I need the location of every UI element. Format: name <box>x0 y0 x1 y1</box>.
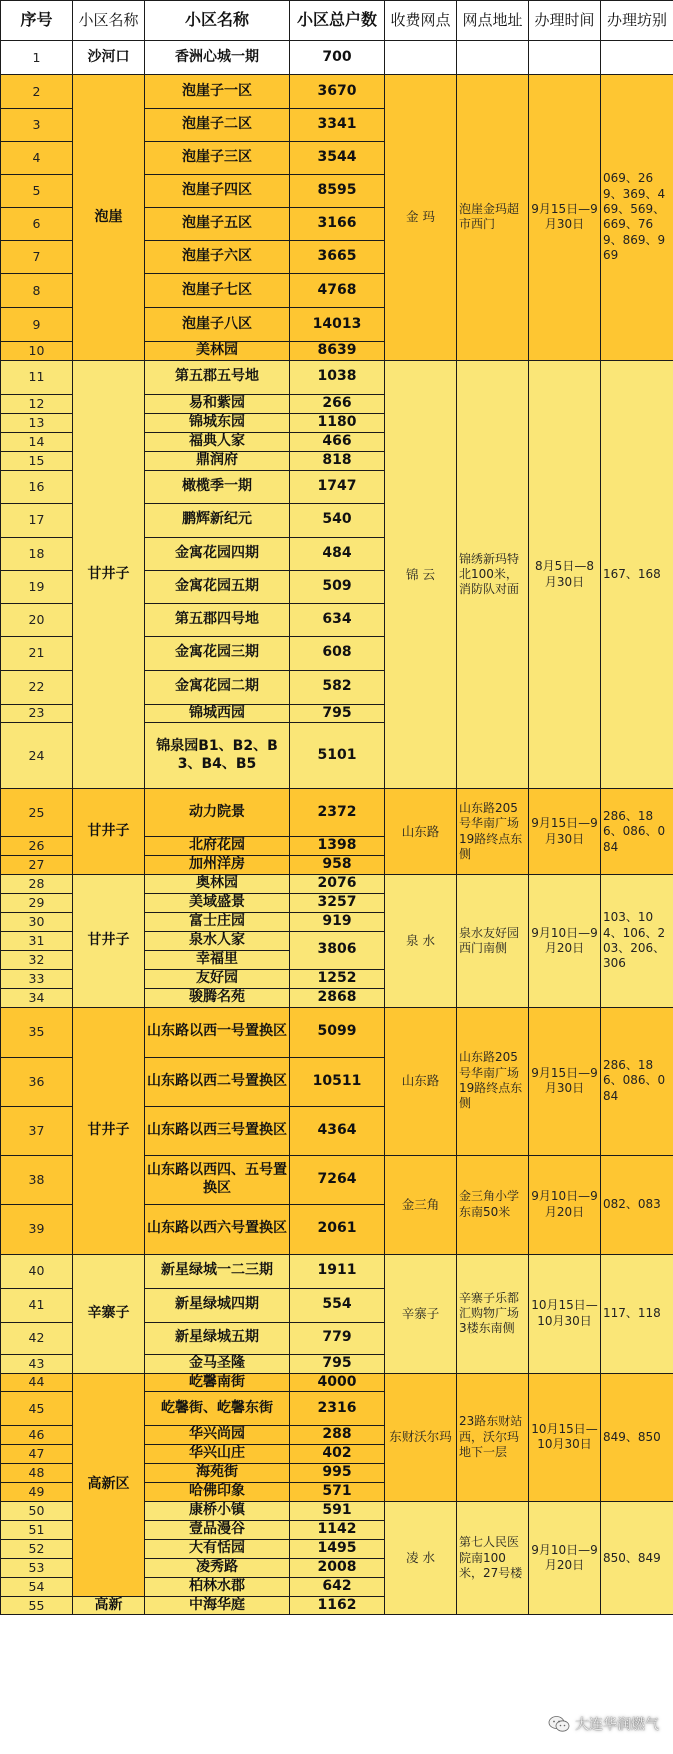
area-cell: 甘井子 <box>73 360 145 789</box>
community-name: 山东路以西三号置换区 <box>145 1106 290 1155</box>
household-count: 4000 <box>290 1373 385 1392</box>
household-count: 3544 <box>290 142 385 175</box>
outlet-cell: 金 玛 <box>385 75 457 361</box>
community-name: 泡崖子一区 <box>145 75 290 109</box>
col-header-time: 办理时间 <box>529 1 601 41</box>
row-number: 41 <box>1 1288 73 1322</box>
community-name: 泉水人家 <box>145 931 290 950</box>
community-name: 第五郡五号地 <box>145 360 290 394</box>
row-number: 10 <box>1 342 73 361</box>
table-row <box>1 875 673 894</box>
row-number: 54 <box>1 1577 73 1596</box>
outlet-cell: 山东路 <box>385 789 457 875</box>
blocks-cell: 103、104、106、203、206、306 <box>601 875 673 1007</box>
household-count: 7264 <box>290 1155 385 1204</box>
row-number: 38 <box>1 1155 73 1204</box>
outlet-cell: 辛寨子 <box>385 1254 457 1373</box>
community-name: 凌秀路 <box>145 1558 290 1577</box>
household-count: 3166 <box>290 208 385 241</box>
community-name: 康桥小镇 <box>145 1502 290 1521</box>
community-name: 福典人家 <box>145 432 290 451</box>
row-number: 14 <box>1 432 73 451</box>
household-count: 919 <box>290 913 385 932</box>
row-number: 55 <box>1 1596 73 1615</box>
community-name: 金寓花园二期 <box>145 670 290 704</box>
community-name: 泡崖子八区 <box>145 308 290 342</box>
row-number: 44 <box>1 1373 73 1392</box>
time-cell: 9月10日—9月20日 <box>529 1155 601 1254</box>
blocks-cell: 117、118 <box>601 1254 673 1373</box>
community-name: 动力院景 <box>145 789 290 837</box>
table-row <box>1 41 673 75</box>
area-cell: 沙河口 <box>73 41 145 75</box>
household-count: 1252 <box>290 969 385 988</box>
household-count: 582 <box>290 670 385 704</box>
household-count: 958 <box>290 856 385 875</box>
household-count: 2061 <box>290 1204 385 1254</box>
household-count: 10511 <box>290 1057 385 1106</box>
community-name: 哈佛印象 <box>145 1483 290 1502</box>
row-number: 11 <box>1 360 73 394</box>
household-count: 484 <box>290 537 385 570</box>
household-count: 4364 <box>290 1106 385 1155</box>
row-number: 29 <box>1 894 73 913</box>
row-number: 45 <box>1 1392 73 1426</box>
col-header-area: 小区名称 <box>73 1 145 41</box>
community-name: 大有恬园 <box>145 1539 290 1558</box>
blocks-cell: 082、083 <box>601 1155 673 1254</box>
time-cell: 10月15日—10月30日 <box>529 1373 601 1502</box>
col-header-community: 小区名称 <box>145 1 290 41</box>
row-number: 17 <box>1 503 73 537</box>
blocks-cell: 286、186、086、084 <box>601 1007 673 1155</box>
row-number: 40 <box>1 1254 73 1288</box>
row-number: 15 <box>1 451 73 470</box>
time-cell: 9月15日—9月30日 <box>529 75 601 361</box>
empty-cell <box>457 41 529 75</box>
community-name: 壹品漫谷 <box>145 1520 290 1539</box>
community-name: 泡崖子二区 <box>145 109 290 142</box>
household-count: 554 <box>290 1288 385 1322</box>
row-number: 47 <box>1 1445 73 1464</box>
table-row <box>1 75 673 109</box>
row-number: 31 <box>1 931 73 950</box>
household-count: 818 <box>290 451 385 470</box>
row-number: 24 <box>1 723 73 789</box>
household-count: 266 <box>290 394 385 413</box>
community-name: 加州洋房 <box>145 856 290 875</box>
community-name: 第五郡四号地 <box>145 603 290 636</box>
community-name: 奥林园 <box>145 875 290 894</box>
community-name: 富士庄园 <box>145 913 290 932</box>
row-number: 34 <box>1 988 73 1007</box>
table-row <box>1 1373 673 1392</box>
household-count: 8639 <box>290 342 385 361</box>
area-cell: 高新 <box>73 1596 145 1615</box>
household-count: 1911 <box>290 1254 385 1288</box>
community-name: 华兴尚园 <box>145 1426 290 1445</box>
row-number: 33 <box>1 969 73 988</box>
outlet-cell: 锦 云 <box>385 360 457 789</box>
area-cell: 甘井子 <box>73 789 145 875</box>
row-number: 3 <box>1 109 73 142</box>
household-count: 4768 <box>290 274 385 308</box>
row-number: 37 <box>1 1106 73 1155</box>
address-cell: 山东路205号华南广场19路终点东侧 <box>457 1007 529 1155</box>
blocks-cell: 849、850 <box>601 1373 673 1502</box>
community-name: 山东路以西二号置换区 <box>145 1057 290 1106</box>
row-number: 4 <box>1 142 73 175</box>
watermark <box>548 1714 659 1734</box>
blocks-cell: 167、168 <box>601 360 673 789</box>
household-count: 540 <box>290 503 385 537</box>
col-header-households: 小区总户数 <box>290 1 385 41</box>
row-number: 8 <box>1 274 73 308</box>
household-count: 1398 <box>290 837 385 856</box>
time-cell: 9月15日—9月30日 <box>529 789 601 875</box>
community-name: 骏腾名苑 <box>145 988 290 1007</box>
row-number: 16 <box>1 470 73 503</box>
outlet-cell: 泉 水 <box>385 875 457 1007</box>
household-count: 634 <box>290 603 385 636</box>
community-name: 新星绿城一二三期 <box>145 1254 290 1288</box>
household-count: 8595 <box>290 175 385 208</box>
row-number: 1 <box>1 41 73 75</box>
community-name: 锦泉园B1、B2、B3、B4、B5 <box>145 723 290 789</box>
empty-cell <box>529 41 601 75</box>
community-name: 北府花园 <box>145 837 290 856</box>
time-cell: 8月5日—8月30日 <box>529 360 601 789</box>
row-number: 20 <box>1 603 73 636</box>
community-name: 美林园 <box>145 342 290 361</box>
address-cell: 金三角小学东南50米 <box>457 1155 529 1254</box>
row-number: 28 <box>1 875 73 894</box>
community-name: 柏林水郡 <box>145 1577 290 1596</box>
household-count: 402 <box>290 1445 385 1464</box>
blocks-cell: 069、269、369、469、569、669、769、869、969 <box>601 75 673 361</box>
community-name: 泡崖子五区 <box>145 208 290 241</box>
row-number: 39 <box>1 1204 73 1254</box>
community-name: 海苑街 <box>145 1464 290 1483</box>
address-cell: 山东路205号华南广场19路终点东侧 <box>457 789 529 875</box>
row-number: 7 <box>1 241 73 274</box>
row-number: 5 <box>1 175 73 208</box>
row-number: 50 <box>1 1502 73 1521</box>
row-number: 6 <box>1 208 73 241</box>
household-count: 779 <box>290 1322 385 1354</box>
table-row <box>1 1254 673 1288</box>
household-count: 1142 <box>290 1520 385 1539</box>
household-count: 608 <box>290 636 385 670</box>
row-number: 30 <box>1 913 73 932</box>
row-number: 42 <box>1 1322 73 1354</box>
community-name: 屹馨街、屹馨东街 <box>145 1392 290 1426</box>
outlet-cell: 凌 水 <box>385 1502 457 1615</box>
area-cell: 辛寨子 <box>73 1254 145 1373</box>
household-count: 509 <box>290 570 385 603</box>
household-count: 700 <box>290 41 385 75</box>
blocks-cell: 286、186、086、084 <box>601 789 673 875</box>
row-number: 18 <box>1 537 73 570</box>
row-number: 12 <box>1 394 73 413</box>
address-cell: 锦绣新玛特北100米，消防队对面 <box>457 360 529 789</box>
community-name: 鼎润府 <box>145 451 290 470</box>
community-name: 美域盛景 <box>145 894 290 913</box>
community-name: 友好园 <box>145 969 290 988</box>
row-number: 23 <box>1 704 73 723</box>
row-number: 22 <box>1 670 73 704</box>
community-name: 锦城东园 <box>145 413 290 432</box>
row-number: 36 <box>1 1057 73 1106</box>
community-name: 金寓花园五期 <box>145 570 290 603</box>
community-name: 新星绿城四期 <box>145 1288 290 1322</box>
wechat-icon <box>548 1715 570 1733</box>
time-cell: 10月15日—10月30日 <box>529 1254 601 1373</box>
table-row <box>1 1007 673 1057</box>
row-number: 53 <box>1 1558 73 1577</box>
household-count: 1495 <box>290 1539 385 1558</box>
household-count: 2008 <box>290 1558 385 1577</box>
area-cell: 甘井子 <box>73 1007 145 1254</box>
household-count: 1038 <box>290 360 385 394</box>
address-cell: 辛寨子乐都汇购物广场3楼东南侧 <box>457 1254 529 1373</box>
col-header-blocks: 办理坊别 <box>601 1 673 41</box>
household-count: 3257 <box>290 894 385 913</box>
community-name: 幸福里 <box>145 950 290 969</box>
time-cell: 9月10日—9月20日 <box>529 1502 601 1615</box>
outlet-cell: 东财沃尔玛 <box>385 1373 457 1502</box>
household-count: 2316 <box>290 1392 385 1426</box>
row-number: 21 <box>1 636 73 670</box>
household-count: 795 <box>290 704 385 723</box>
blocks-cell: 850、849 <box>601 1502 673 1615</box>
row-number: 13 <box>1 413 73 432</box>
community-name: 锦城西园 <box>145 704 290 723</box>
col-header-address: 网点地址 <box>457 1 529 41</box>
community-name: 山东路以西四、五号置换区 <box>145 1155 290 1204</box>
community-name: 易和紫园 <box>145 394 290 413</box>
time-cell: 9月10日—9月20日 <box>529 875 601 1007</box>
community-name: 山东路以西一号置换区 <box>145 1007 290 1057</box>
household-count: 14013 <box>290 308 385 342</box>
row-number: 35 <box>1 1007 73 1057</box>
household-count: 2868 <box>290 988 385 1007</box>
community-name: 泡崖子七区 <box>145 274 290 308</box>
household-count: 5101 <box>290 723 385 789</box>
outlet-cell: 金三角 <box>385 1155 457 1254</box>
row-number: 48 <box>1 1464 73 1483</box>
col-header-outlet: 收费网点 <box>385 1 457 41</box>
community-name: 华兴山庄 <box>145 1445 290 1464</box>
household-count: 571 <box>290 1483 385 1502</box>
empty-cell <box>385 41 457 75</box>
household-count: 3670 <box>290 75 385 109</box>
community-name: 屹馨南街 <box>145 1373 290 1392</box>
community-name: 新星绿城五期 <box>145 1322 290 1354</box>
area-cell: 泡崖 <box>73 75 145 361</box>
household-count: 466 <box>290 432 385 451</box>
row-number: 9 <box>1 308 73 342</box>
community-name: 中海华庭 <box>145 1596 290 1615</box>
time-cell: 9月15日—9月30日 <box>529 1007 601 1155</box>
row-number: 26 <box>1 837 73 856</box>
table-row <box>1 789 673 837</box>
household-count: 3806 <box>290 931 385 969</box>
community-name: 金马圣隆 <box>145 1354 290 1373</box>
area-cell: 高新区 <box>73 1373 145 1596</box>
row-number: 51 <box>1 1520 73 1539</box>
community-name: 泡崖子四区 <box>145 175 290 208</box>
community-name: 橄榄季一期 <box>145 470 290 503</box>
address-cell: 23路东财站西，沃尔玛地下一层 <box>457 1373 529 1502</box>
row-number: 2 <box>1 75 73 109</box>
household-count: 1162 <box>290 1596 385 1615</box>
community-name: 山东路以西六号置换区 <box>145 1204 290 1254</box>
header-row <box>1 1 673 41</box>
household-count: 1180 <box>290 413 385 432</box>
community-name: 金寓花园三期 <box>145 636 290 670</box>
community-name: 泡崖子六区 <box>145 241 290 274</box>
watermark-text: 大连华润燃气 <box>575 1717 659 1733</box>
address-cell: 泡崖金玛超市西门 <box>457 75 529 361</box>
community-name: 金寓花园四期 <box>145 537 290 570</box>
community-name: 鹏辉新纪元 <box>145 503 290 537</box>
household-count: 288 <box>290 1426 385 1445</box>
row-number: 19 <box>1 570 73 603</box>
empty-cell <box>601 41 673 75</box>
household-count: 591 <box>290 1502 385 1521</box>
household-count: 995 <box>290 1464 385 1483</box>
row-number: 25 <box>1 789 73 837</box>
address-cell: 泉水友好园西门南侧 <box>457 875 529 1007</box>
household-count: 2076 <box>290 875 385 894</box>
community-name: 泡崖子三区 <box>145 142 290 175</box>
table-row <box>1 360 673 394</box>
household-count: 642 <box>290 1577 385 1596</box>
row-number: 46 <box>1 1426 73 1445</box>
row-number: 43 <box>1 1354 73 1373</box>
household-count: 2372 <box>290 789 385 837</box>
household-count: 795 <box>290 1354 385 1373</box>
row-number: 32 <box>1 950 73 969</box>
address-cell: 第七人民医院南100米，27号楼 <box>457 1502 529 1615</box>
household-count: 3341 <box>290 109 385 142</box>
outlet-cell: 山东路 <box>385 1007 457 1155</box>
household-count: 1747 <box>290 470 385 503</box>
community-name: 香洲心城一期 <box>145 41 290 75</box>
row-number: 52 <box>1 1539 73 1558</box>
row-number: 49 <box>1 1483 73 1502</box>
household-count: 5099 <box>290 1007 385 1057</box>
row-number: 27 <box>1 856 73 875</box>
col-header-seq: 序号 <box>1 1 73 41</box>
area-cell: 甘井子 <box>73 875 145 1007</box>
household-count: 3665 <box>290 241 385 274</box>
